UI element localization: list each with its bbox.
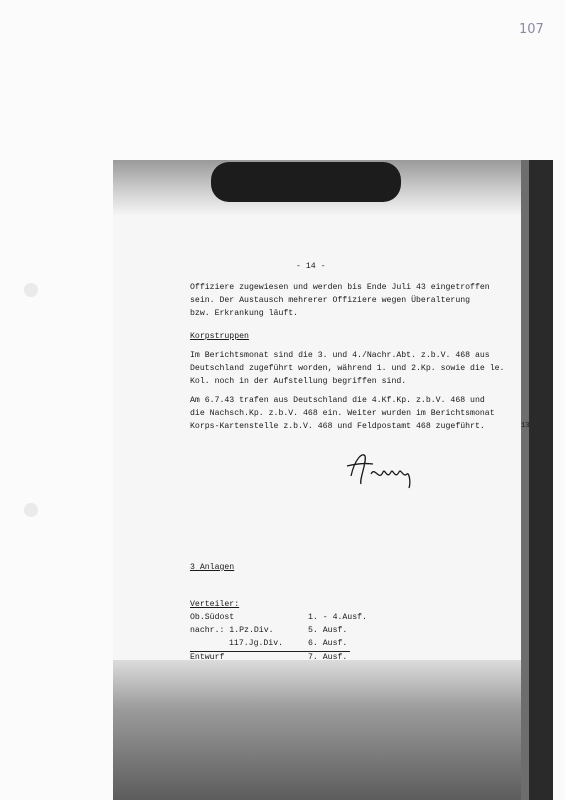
punch-hole-top <box>24 283 38 297</box>
margin-mark: 13 <box>521 422 530 430</box>
scanned-document-sheet <box>113 160 553 800</box>
distribution-rule <box>190 651 350 652</box>
para2-line1: Im Berichtsmonat sind die 3. und 4./Nachr.Abt. z.b.V. 468 aus <box>190 351 490 360</box>
scan-edge-inner <box>521 160 529 800</box>
distribution-copies: 1. - 4.Ausf. <box>308 613 367 622</box>
para1-line2: sein. Der Austausch mehrerer Offiziere wegen Überalterung <box>190 296 471 305</box>
distribution-recipient: Entwurf <box>190 653 225 662</box>
scan-shadow-bottom <box>113 660 553 800</box>
punch-hole-bottom <box>24 503 38 517</box>
section-heading: Korpstruppen <box>190 332 249 341</box>
attachments-label: 3 Anlagen <box>190 563 235 572</box>
handwritten-signature <box>345 446 425 492</box>
para1-line3: bzw. Erkrankung läuft. <box>190 309 299 318</box>
distribution-recipient: nachr.: 1.Pz.Div. <box>190 626 274 635</box>
archive-page-number: 107 <box>519 22 544 37</box>
distribution-copies: 5. Ausf. <box>308 626 348 635</box>
scan-blot <box>211 162 401 202</box>
para2-line2: Deutschland zugeführt worden, während 1. und 2.Kp. sowie die le. <box>190 364 505 373</box>
scan-edge-right <box>529 160 553 800</box>
distribution-copies: 7. Ausf. <box>308 653 348 662</box>
para1-line1: Offiziere zugewiesen und werden bis Ende Juli 43 eingetroffen <box>190 283 490 292</box>
distribution-title: Verteiler: <box>190 600 240 609</box>
para3-line3: Korps-Kartenstelle z.b.V. 468 und Feldpostamt 468 zugeführt. <box>190 422 485 431</box>
para3-line2: die Nachsch.Kp. z.b.V. 468 ein. Weiter wurden im Berichtsmonat <box>190 409 495 418</box>
para3-line1: Am 6.7.43 trafen aus Deutschland die 4.Kf.Kp. z.b.V. 468 und <box>190 396 485 405</box>
distribution-copies: 6. Ausf. <box>308 639 348 648</box>
distribution-recipient: 117.Jg.Div. <box>229 639 284 648</box>
distribution-recipient: Ob.Südost <box>190 613 235 622</box>
para2-line3: Kol. noch in der Aufstellung begriffen sind. <box>190 377 407 386</box>
page-marker: - 14 - <box>296 262 326 271</box>
